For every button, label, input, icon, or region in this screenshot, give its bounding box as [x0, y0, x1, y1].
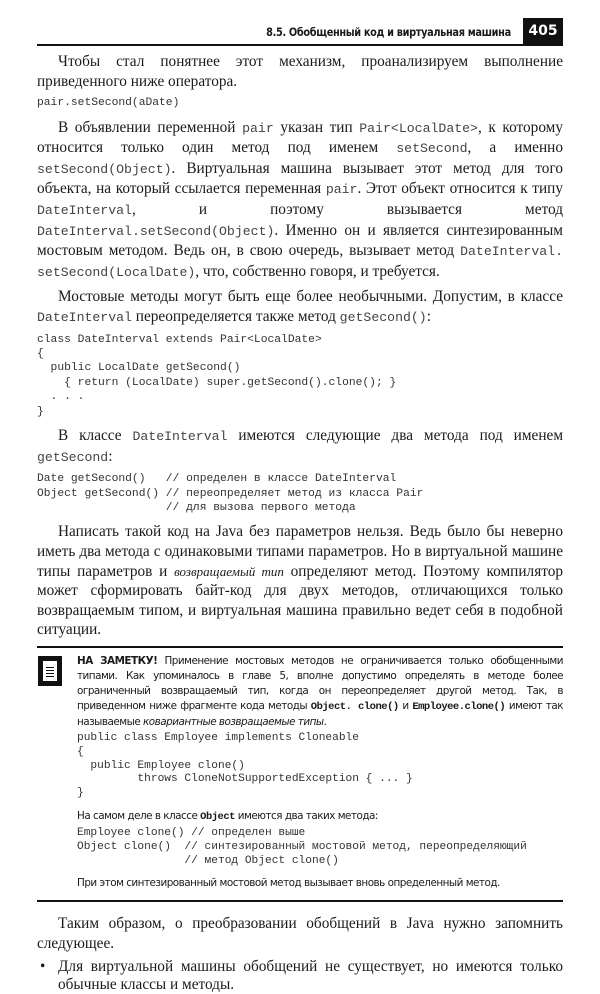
text-run: имеются два таких метода: [234, 809, 378, 822]
note-lead: НА ЗАМЕТКУ! [77, 654, 158, 667]
inline-code: DateInterval [37, 202, 132, 218]
inline-code: DateInterval [37, 309, 132, 325]
inline-code: DateInterval.setSecond(Object) [37, 223, 275, 239]
inline-code-bold: Object [200, 810, 235, 823]
text-run: В объявлении переменной [58, 118, 243, 136]
summary-intro: Таким образом, о преобразовании обобщений в Java нужно запомнить следующее. [37, 915, 563, 952]
text-run: переопределяется также метод [131, 307, 340, 325]
text-run: и [398, 699, 413, 712]
code-listing: class DateInterval extends Pair<LocalDate> { public LocalDate getSecond() { return (LocalDate) super.getSecond().clone(); } . . . } [37, 333, 397, 418]
text-run: : [108, 447, 113, 465]
code-listing: Date getSecond() // определен в классе DateInterval Object getSecond() // переопределяет метод из класса Pair // для вызова первого метода [37, 473, 424, 514]
text-run: . Именно он и является синтезированным мостовым методом. Ведь он, в свою очередь, вызывает метод [37, 221, 563, 260]
code-listing: pair.setSecond(aDate) [37, 97, 180, 110]
note-box [37, 646, 563, 902]
inline-code-bold: Object. clone() [310, 700, 399, 713]
paragraph [37, 522, 563, 640]
text-run: На самом деле в классе [77, 809, 201, 822]
inline-code: pair [325, 182, 358, 198]
running-header [37, 18, 563, 46]
bullet-marker: • [40, 957, 46, 975]
text-run: Мостовые методы могут быть еще более необычными. Допустим, в классе [58, 288, 563, 306]
note-middle-text [77, 809, 563, 825]
text-run: . [323, 715, 327, 728]
text-run: указан тип [273, 118, 360, 136]
paragraph [37, 118, 563, 283]
text-run: определяют метод. Поэтому компилятор может сформировать байт-код для двух методов, отличающихся только возвращаемым типом, и виртуальная машина правильно ведет себя в подобной ситуации. [37, 562, 564, 639]
note-intro [77, 654, 563, 730]
inline-code: setSecond(Object) [37, 161, 172, 177]
text-run: , и поэтому вызывается метод [131, 200, 563, 218]
note-code-employee: public class Employee implements Cloneable { public Employee clone() throws CloneNotSupportedException { ... } } [77, 731, 413, 800]
paragraph [37, 52, 563, 91]
inline-code: DateInterval. setSecond(LocalDate) [37, 244, 563, 280]
chapter-section-title: 8.5. Обобщенный код и виртуальная машина [266, 25, 511, 39]
bullet-item [37, 958, 563, 994]
body-text [37, 52, 563, 640]
inline-code: getSecond [37, 449, 109, 465]
text-run: , а именно [467, 139, 563, 157]
text-run: . Виртуальная машина вызывает этот метод для того объекта, на который ссылается переменная [37, 159, 563, 198]
inline-code: setSecond [396, 141, 468, 157]
paragraph [37, 426, 563, 467]
italic-term: возвращаемый тип [174, 563, 284, 579]
text-run: имеют так называемые [77, 699, 564, 728]
note-document-icon [38, 656, 62, 686]
inline-code-bold: Employee.clone() [412, 700, 506, 713]
note-closing-text: При этом синтезированный мостовой метод вызывает вновь определенный метод. [77, 877, 500, 890]
text-run: В классе [58, 426, 133, 444]
text-run: . Этот объект относится к типу [357, 180, 563, 198]
text-run: , что, собственно говоря, и требуется. [195, 262, 440, 280]
text-run: имеются следующие два метода под именем [227, 426, 563, 444]
text-run: : [426, 307, 431, 325]
note-code-clone: Employee clone() // определен выше Object clone() // синтезированный мостовой метод, переопределяющий // метод Object clone() [77, 826, 527, 867]
text-run: , к которому относится только один метод под именем [37, 118, 564, 157]
inline-code: getSecond() [339, 309, 427, 325]
text-run: Написать такой код на Java без параметров нельзя. Ведь было бы неверно иметь два метода с одинаковыми типами параметров. Но в виртуальной машине типы параметров и [37, 523, 563, 580]
page-number: 405 [523, 18, 563, 44]
text-run: Чтобы стал понятнее этот механизм, проанализируем выполнение приведенного ниже оператора. [37, 53, 563, 90]
paragraph [37, 287, 563, 327]
page-body [37, 52, 563, 994]
italic-term: ковариантные возвращаемые типы [143, 715, 324, 728]
inline-code: DateInterval [132, 428, 228, 444]
bullet-text: Для виртуальной машины обобщений не существует, но имеются только обычные классы и методы. [58, 957, 563, 993]
inline-code: pair [242, 120, 274, 136]
text-run: Применение мостовых методов не ограничивается только обобщенными типами. Как упоминалось в главе 5, вполне допустимо определять в методе более ограниченный возвращаемый тип, когда он переопределяет другой метод. Так, в приведенном ниже фрагменте кода методы [77, 654, 563, 712]
inline-code: Pair<LocalDate> [359, 120, 478, 136]
